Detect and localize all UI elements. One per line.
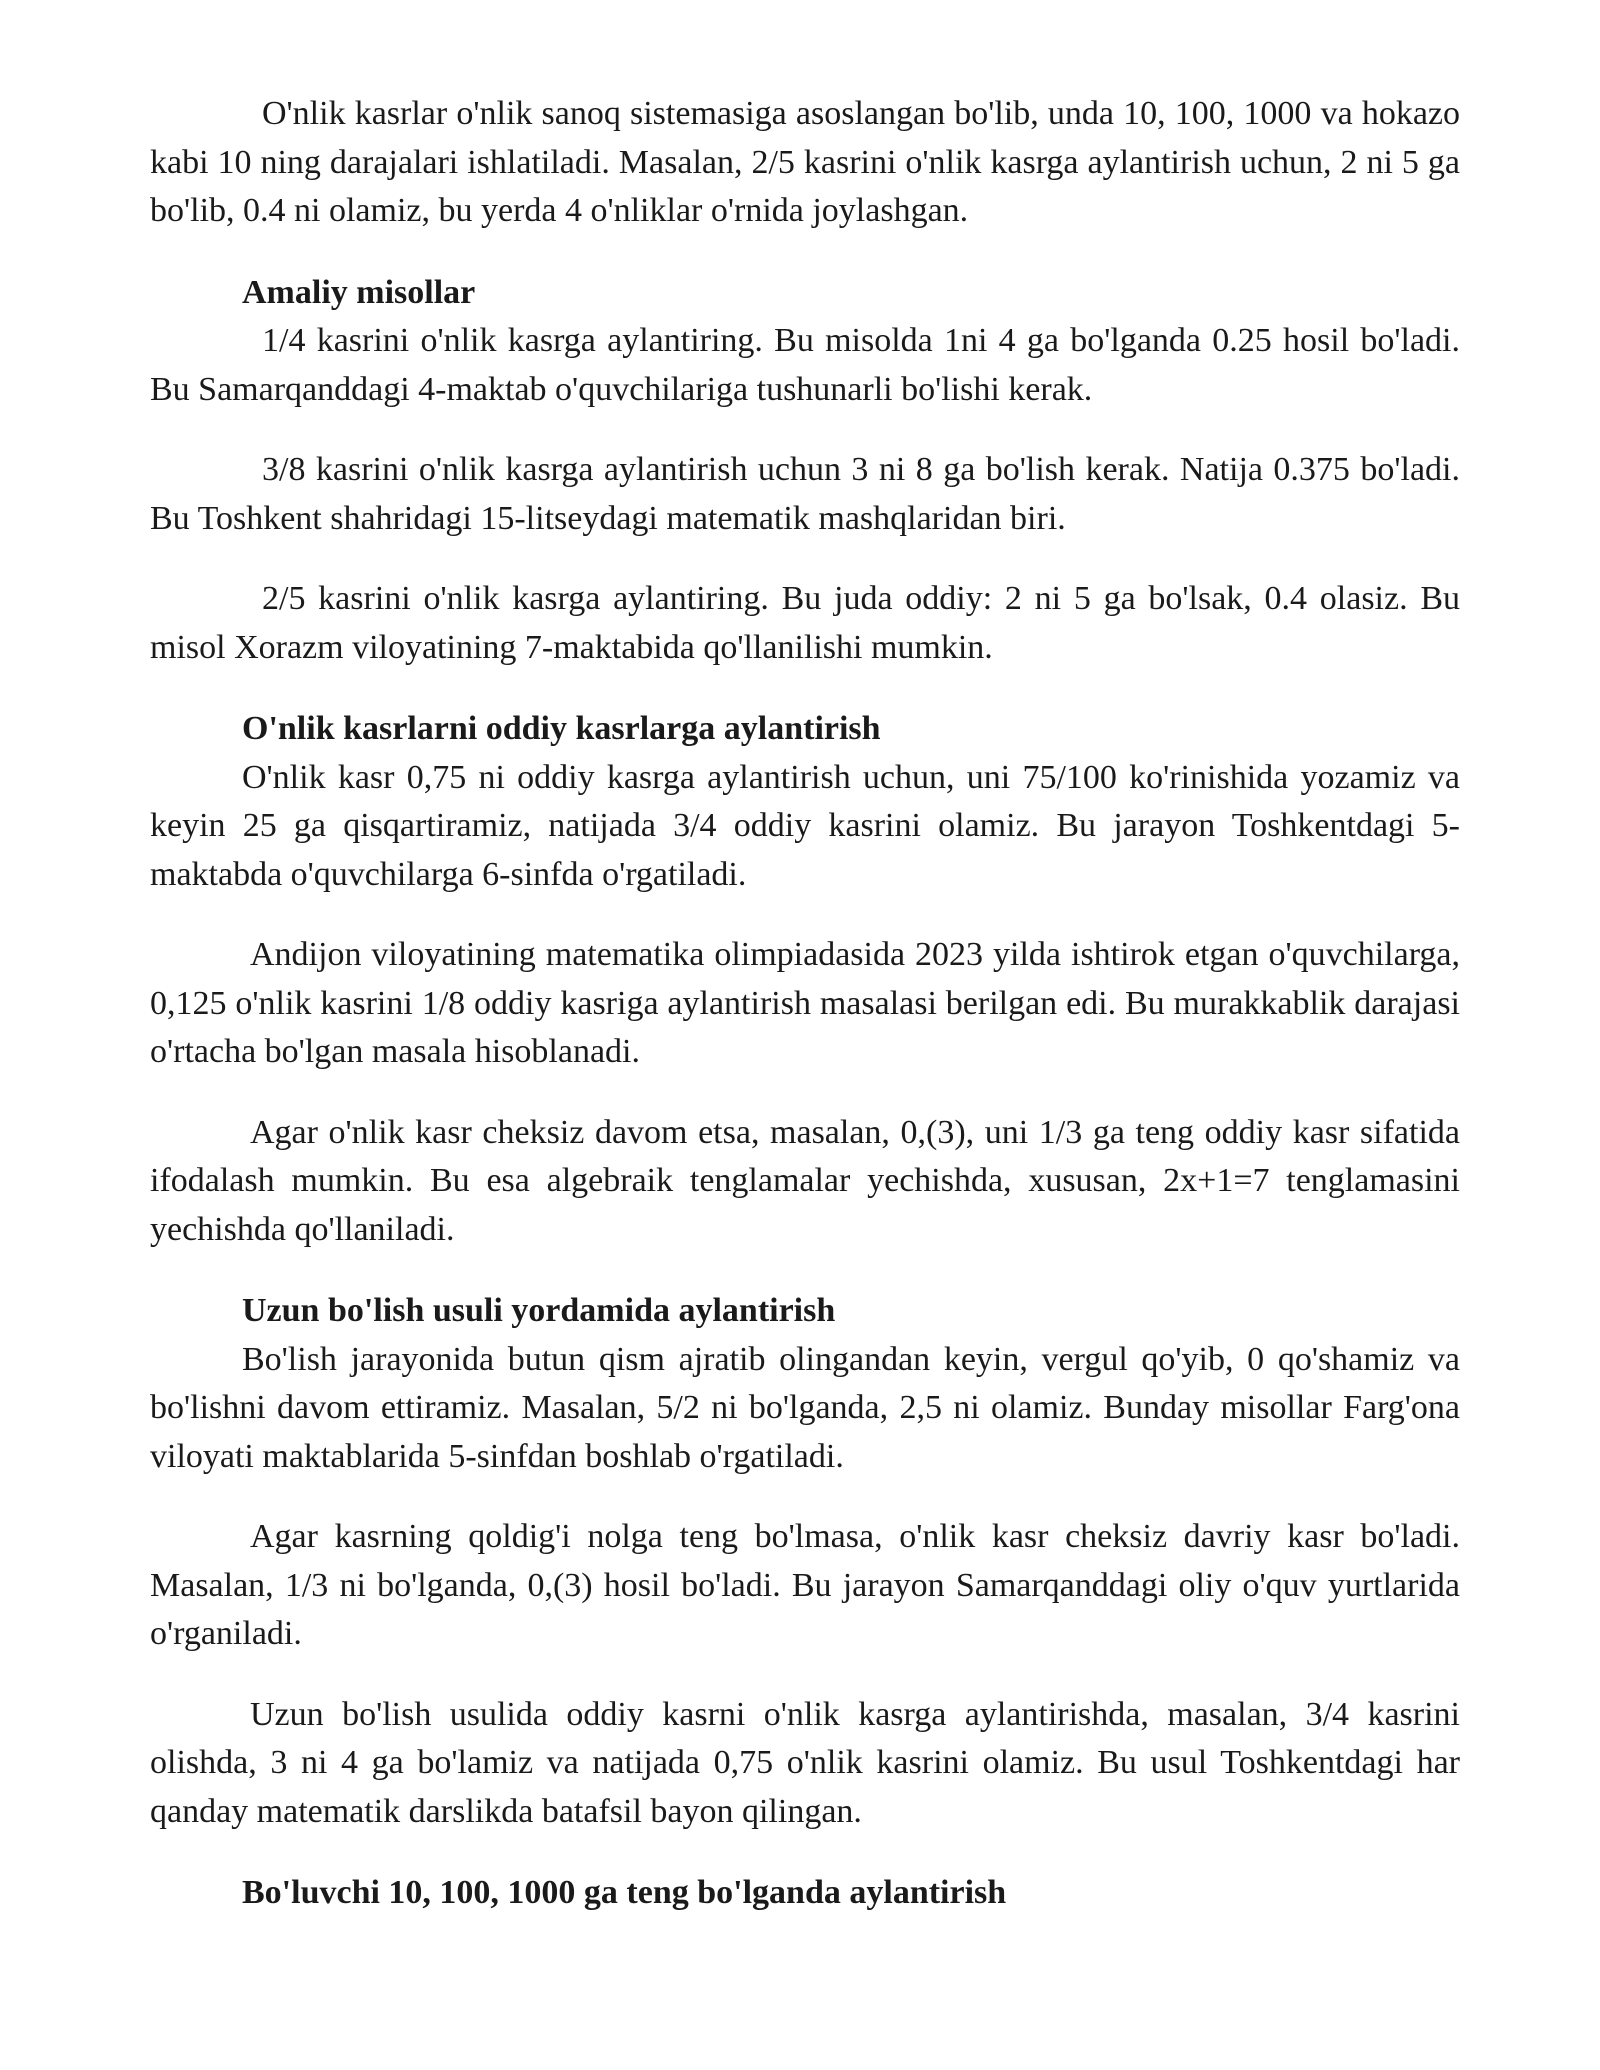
section-1-paragraph-1: 1/4 kasrini o'nlik kasrga aylantiring. Bu misolda 1ni 4 ga bo'lganda 0.25 hosil bo'ladi. Bu Samarqanddagi 4-maktab o'quvchilariga tushunarli bo'lishi kerak. — [150, 322, 1460, 408]
section-1-paragraph-2: 3/8 kasrini o'nlik kasrga aylantirish uchun 3 ni 8 ga bo'lish kerak. Natija 0.375 bo'ladi. Bu Toshkent shahridagi 15-litseydagi matematik mashqlaridan biri. — [150, 451, 1460, 537]
section-heading-onlik-to-oddiy: O'nlik kasrlarni oddiy kasrlarga aylantirish — [242, 710, 881, 747]
intro-paragraph: O'nlik kasrlar o'nlik sanoq sistemasiga asoslangan bo'lib, unda 10, 100, 1000 va hokazo kabi 10 ning darajalari ishlatiladi. Masalan, 2/5 kasrini o'nlik kasrga aylantirish uchun, 2 ni 5 ga bo'lib, 0.4 ni olamiz, bu yerda 4 o'nliklar o'rnida joylashgan. — [150, 95, 1460, 229]
section-2-paragraph-3: Agar o'nlik kasr cheksiz davom etsa, masalan, 0,(3), uni 1/3 ga teng oddiy kasr sifatida ifodalash mumkin. Bu esa algebraik tenglamalar yechishda, xususan, 2x+1=7 tenglamasini yechishda qo'llaniladi. — [150, 1113, 1460, 1248]
section-heading-uzun-bolish: Uzun bo'lish usuli yordamida aylantirish — [242, 1292, 836, 1329]
section-heading-boluvchi: Bo'luvchi 10, 100, 1000 ga teng bo'lganda aylantirish — [242, 1874, 1007, 1911]
section-3-paragraph-3: Uzun bo'lish usulida oddiy kasrni o'nlik kasrga aylantirishda, masalan, 3/4 kasrini olishda, 3 ni 4 ga bo'lamiz va natijada 0,75 o'nlik kasrini olamiz. Bu usul Toshkentdagi har qanday matematik darslikda batafsil bayon qilingan. — [150, 1695, 1460, 1830]
document-body — [150, 90, 1460, 1918]
section-heading-amaliy-misollar: Amaliy misollar — [242, 273, 476, 311]
section-2-paragraph-2: Andijon viloyatining matematika olimpiadasida 2023 yilda ishtirok etgan o'quvchilarga, 0,125 o'nlik kasrini 1/8 oddiy kasriga aylantirish masalasi berilgan edi. Bu murakkablik darajasi o'rtacha bo'lgan masala hisoblanadi. — [150, 936, 1460, 1070]
section-2-paragraph-1: O'nlik kasr 0,75 ni oddiy kasrga aylantirish uchun, uni 75/100 ko'rinishida yozamiz va keyin 25 ga qisqartiramiz, natijada 3/4 oddiy kasrini olamiz. Bu jarayon Toshkentdagi 5-maktabda o'quvchilarga 6-sinfda o'rgatiladi. — [150, 758, 1460, 893]
section-1-paragraph-3: 2/5 kasrini o'nlik kasrga aylantiring. Bu juda oddiy: 2 ni 5 ga bo'lsak, 0.4 olasiz. Bu misol Xorazm viloyatining 7-maktabida qo'llanilishi mumkin. — [150, 580, 1460, 666]
section-3-paragraph-2: Agar kasrning qoldig'i nolga teng bo'lmasa, o'nlik kasr cheksiz davriy kasr bo'ladi. Masalan, 1/3 ni bo'lganda, 0,(3) hosil bo'ladi. Bu jarayon Samarqanddagi oliy o'quv yurtlarida o'rganiladi. — [150, 1518, 1460, 1652]
section-3-paragraph-1: Bo'lish jarayonida butun qism ajratib olingandan keyin, vergul qo'yib, 0 qo'shamiz va bo'lishni davom ettiramiz. Masalan, 5/2 ni bo'lganda, 2,5 ni olamiz. Bunday misollar Farg'ona viloyati maktablarida 5-sinfdan boshlab o'rgatiladi. — [150, 1340, 1460, 1475]
